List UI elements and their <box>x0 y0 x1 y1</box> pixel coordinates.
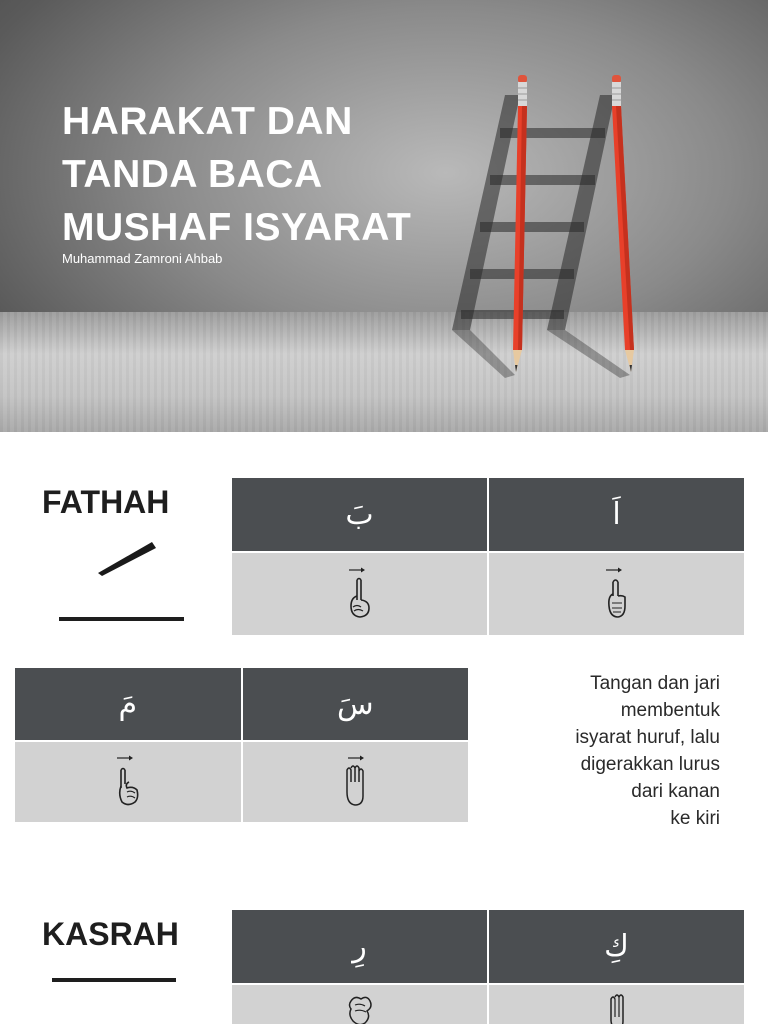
sign-cell-ba <box>232 553 487 635</box>
fathah-heading: FATHAH <box>42 484 170 520</box>
kasrah-heading: KASRAH <box>42 916 179 952</box>
sign-cell-alif <box>489 553 744 635</box>
fathah-underline <box>59 617 184 621</box>
hero-author: Muhammad Zamroni Ahbab <box>62 251 223 266</box>
fist-thumb-arrow-icon <box>111 754 145 810</box>
kasrah-table <box>232 910 744 1024</box>
letter-cell-alif-fathah: اَ <box>489 478 744 551</box>
letter-cell-kaf-kasrah: كِ <box>489 910 744 983</box>
letter-cell-mim-fathah: مَ <box>15 668 241 740</box>
fathah-mark-icon <box>92 536 162 578</box>
sign-cell-mim <box>15 742 241 822</box>
hero-title: HARAKAT DAN TANDA BACA MUSHAF ISYARAT <box>62 100 412 249</box>
letter-cell-ba-fathah: بَ <box>232 478 487 551</box>
index-finger-up-arrow-icon <box>343 566 377 622</box>
pencil-right <box>604 72 640 377</box>
letter-cell-ra-kasrah: رِ <box>232 910 487 983</box>
sign-cell-kaf <box>489 985 744 1024</box>
curled-hand-icon <box>343 991 377 1024</box>
sign-cell-ra <box>232 985 487 1024</box>
fathah-table-bottom <box>15 668 468 822</box>
letter-cell-sin-fathah: سَ <box>243 668 469 740</box>
kasrah-underline <box>52 978 176 982</box>
flat-hand-icon <box>600 991 634 1024</box>
sign-cell-sin <box>243 742 469 822</box>
thumb-up-arrow-icon <box>600 566 634 622</box>
open-palm-arrow-icon <box>338 754 372 810</box>
fathah-note: Tangan dan jari membentuk isyarat huruf, lalu digerakkan lurus dari kanan ke kiri <box>575 673 720 829</box>
fathah-table-top <box>232 478 744 635</box>
hero-banner <box>0 0 768 432</box>
pencil-left <box>505 72 535 377</box>
